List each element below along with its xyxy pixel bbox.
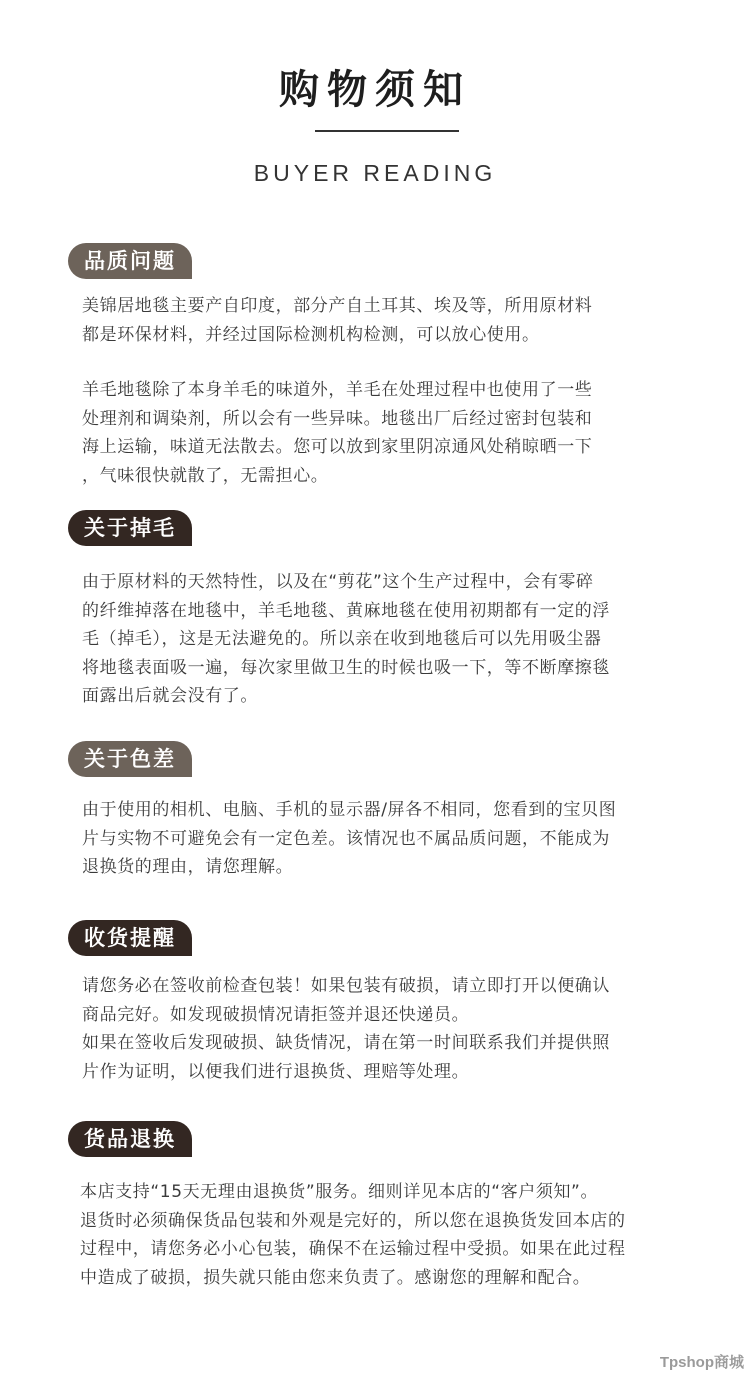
watermark: Tpshop商城	[659, 1354, 744, 1371]
page-title: 购物须知	[279, 67, 471, 113]
section-heading-delivery-reminder: 收货提醒	[68, 920, 192, 956]
title-divider	[315, 130, 459, 132]
section-heading-shedding: 关于掉毛	[68, 510, 192, 546]
section-heading-returns: 货品退换	[68, 1121, 192, 1157]
section-paragraph: 由于原材料的天然特性，以及在“剪花”这个生产过程中，会有零碎 的纤维掉落在地毯中，羊毛地毯、黄麻地毯在使用初期都有一定的浮 毛（掉毛），这是无法避免的。所以亲在收到地毯后可以先用吸尘器 将地毯表面吸一遍，每次家里做卫生的时候也吸一下，等不断摩擦毯 面露出后就会没有了。	[82, 572, 610, 706]
section-paragraph: 美锦居地毯主要产自印度，部分产自土耳其、埃及等，所用原材料 都是环保材料，并经过国际检测机构检测，可以放心使用。	[82, 296, 593, 345]
section-heading-color-difference: 关于色差	[68, 741, 192, 777]
section-heading-quality: 品质问题	[68, 243, 192, 279]
section-paragraph: 羊毛地毯除了本身羊毛的味道外，羊毛在处理过程中也使用了一些 处理剂和调染剂，所以会有一些异味。地毯出厂后经过密封包装和 海上运输，味道无法散去。您可以放到家里阴凉通风处稍晾晒一下 ，气味很快就散了，无需担心。	[82, 380, 593, 486]
section-paragraph: 由于使用的相机、电脑、手机的显示器/屏各不相同，您看到的宝贝图 片与实物不可避免会有一定色差。该情况也不属品质问题，不能成为 退换货的理由，请您理解。	[82, 800, 617, 877]
section-paragraph: 请您务必在签收前检查包装！如果包装有破损，请立即打开以便确认 商品完好。如发现破损情况请拒签并退还快递员。 如果在签收后发现破损、缺货情况，请在第一时间联系我们并提供照 片作为证明，以便我们进行退换货、理赔等处理。	[82, 976, 610, 1082]
page-subtitle: BUYER READING	[253, 160, 497, 186]
section-paragraph: 本店支持“15天无理由退换货”服务。细则详见本店的“客户须知”。 退货时必须确保货品包装和外观是完好的，所以您在退换货发回本店的 过程中，请您务必小心包装，确保不在运输过程中受损。如果在此过程 中造成了破损，损失就只能由您来负责了。感谢您的理解和配合。	[80, 1182, 626, 1288]
